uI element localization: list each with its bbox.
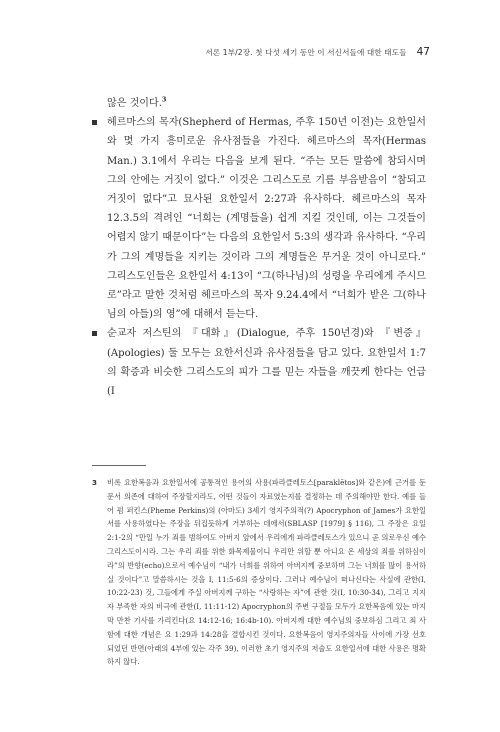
- square-bullet-icon: [92, 120, 97, 125]
- chapter-title: 서론 1부/2장. 첫 다섯 세기 동안 이 서신서들에 대한 태도들: [205, 48, 407, 57]
- bullet-text: 헤르마스의 목자(Shepherd of Hermas, 주후 150년 이전)는 요한일서와 몇 가지 흥미로운 유사점들을 가진다. 헤르마스의 목자(Hermas Man.) 3.1에서 우리는 다음을 보게 된다. “주는 모든 말씀에 참되시며 그의 안에는 거짓이 없다.” 이것은 그리스도로 기름 부음받음이 “참되고 거짓이 없다”고 묘사된 요한일서 2:27과 유사하다. 헤르마스의 목자 12.3.5의 격려인 “너희는 (계명들을) 쉽게 지킬 것인데, 이는 그것들이 어렵지 않기 때문이다”는 다음의 요한일서 5:3의 생각과 유사하다. “우리가 그의 계명들을 지키는 것이라 그의 계명들은 무거운 것이 아니로다.” 그리스도인들은 요한일서 4:13이 “그(하나님)의 성령을 우리에게 주시므로”라고 말한 것처럼 헤르마스의 목자 9.24.4에서 “너희가 받은 그(하나님의 아들)의 영”에 대해서 듣는다.: [107, 117, 426, 321]
- running-header: [205, 46, 430, 58]
- continued-paragraph: [92, 94, 426, 113]
- bullet-item-hermas: [92, 113, 426, 324]
- square-bullet-icon: [92, 331, 97, 336]
- page-number: 47: [416, 46, 430, 58]
- body-text: [92, 94, 426, 401]
- bullet-item-justin: [92, 324, 426, 401]
- bullet-text: 순교자 저스틴의 『대화』(Dialogue, 주후 150년경)와 『변증』(Apologies) 둘 모두는 요한서신과 유사점들을 담고 있다. 요한일서 1:7의 확증과 비슷한 그리스도의 피가 그를 믿는 자들을 깨끗케 한다는 언급(I: [107, 328, 426, 398]
- lead-text: 않은 것이다.: [107, 98, 162, 109]
- footnote-divider: [92, 465, 146, 466]
- footnote-text: 비록 요한복음과 요한일서에 공통적인 용어의 사용(파라클레토스[paraklētos]와 같은)에 근거를 둔 문서 의존에 대하여 주장할지라도, 어떤 것들이 자료였는지를 결정하는 데 주의해야만 한다. 예를 들어 펌 퍼킨스(Pheme Perkins)의 (아마도) 3세기 영지주의적(?) Apocryphon of James가 요한일서를 사용하였다는 주장을 뒤집듯하게 거부하는 데에서(SBLASP [1979] § 116), 그 주장은 요일 2:1-2의 “만일 누가 죄를 범하여도 아버지 앞에서 우리에게 파라클레토스가 있으니 곧 의로우신 예수 그리스도이시라. 그는 우리 죄를 위한 화목제물이니 우리만 위할 뿐 아니요 온 세상의 죄를 위하심이라”의 반향(echo)으로서 예수님이 “내가 너희를 위하여 아버지께 중보하며 그는 너희를 많이 용서하실 것이다”고 말씀하시는 것을 I, 11:5-6의 증상이다. 그러나 예수님이 떠나신다는 사실에 관한(I, 10:22-23) 것, 그들에게 주실 아버지께 구하는 “사랑하는 자”에 관한 것(I, 10:30-34), 그리고 지지자 부족한 자의 비극에 관한(I, 11:11-12) Apocryphon의 주변 구절들 모두가 요한복음에 있는 마지막 만찬 기사를 가리킨다(요 14:12-16; 16:4b-10). 아버지께 대한 예수님의 중보하심 그리고 죄 사함에 대한 개념은 요 1:29과 14:28을 결합시킨 것이다. 요한복음이 영지주의자들 사이에 가장 선호되었던 반면(아래의 4부에 있는 각주 39), 이러한 초기 영지주의 저술도 요한일서에 대한 사용은 명확하지 않다.: [107, 478, 426, 667]
- footnote-ref: 3: [161, 95, 167, 104]
- footnote-number: 3: [92, 478, 98, 487]
- footnote: [92, 476, 426, 669]
